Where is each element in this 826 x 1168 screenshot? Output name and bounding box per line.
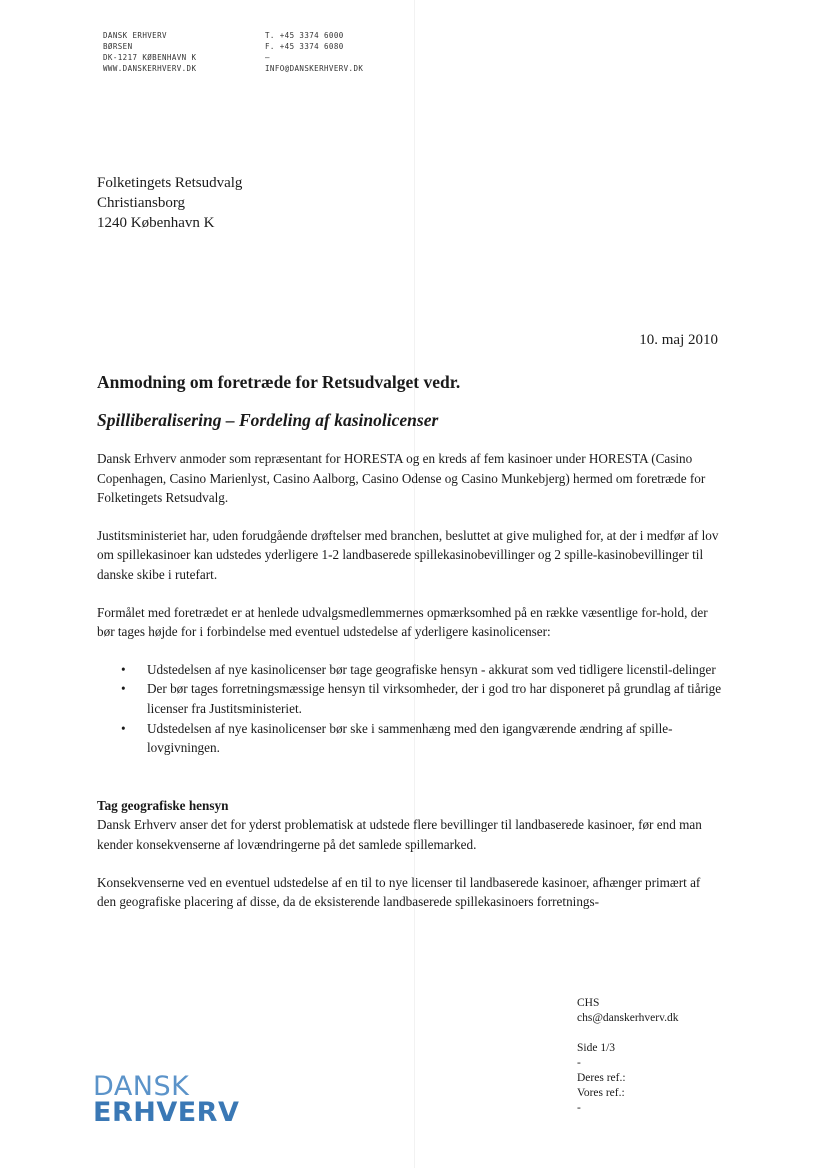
recipient-line: 1240 København K (97, 215, 215, 231)
bullet-icon: • (121, 661, 126, 677)
bullet-icon: • (121, 720, 126, 736)
logo-line-1: DANSK (93, 1071, 190, 1102)
bullet-text: Der bør tages forretningsmæssige hensyn til virksomheder, der i god tro har disponeret på grundlag af tiårige licenser fra Justitsministeriet. (147, 681, 722, 716)
sender-address-line: DANSK ERHVERV (103, 31, 167, 40)
bullet-list (97, 660, 722, 758)
sender-fax: F. +45 3374 6080 (265, 42, 344, 51)
logo-line-2: ERHVERV (93, 1097, 240, 1128)
body-paragraph: Formålet med foretrædet er at henlede udvalgsmedlemmernes opmærksomhed på en række væsentlige for-hold, der bør tages højde for i forbindelse med eventuel udstedelse af yderligere kasinolicenser: (97, 604, 708, 640)
letter-subheading: Spilliberalisering – Fordeling af kasinolicenser (97, 410, 439, 430)
page-number: Side 1/3 (577, 1042, 616, 1054)
bullet-text: Udstedelsen af nye kasinolicenser bør tage geografiske hensyn - akkurat som ved tidligere licenstil-delinger (147, 661, 716, 677)
sender-dash: – (265, 53, 270, 62)
deres-ref: Deres ref.: (577, 1072, 626, 1084)
sender-address-line: WWW.DANSKERHVERV.DK (103, 64, 197, 73)
letter-date: 10. maj 2010 (639, 332, 718, 348)
sender-email: INFO@DANSKERHVERV.DK (265, 64, 364, 73)
sender-phone: T. +45 3374 6000 (265, 31, 344, 40)
letter-heading: Anmodning om foretræde for Retsudvalget vedr. (97, 372, 461, 392)
footer-dash: - (577, 1102, 581, 1114)
letter-body (97, 449, 722, 930)
sender-address (103, 30, 196, 74)
bullet-item (121, 660, 722, 680)
bullet-icon: • (121, 681, 126, 697)
recipient-line: Christiansborg (97, 195, 186, 211)
sender-address-line: DK-1217 KØBENHAVN K (103, 53, 197, 62)
sender-contact (265, 30, 363, 74)
footer-dash: - (577, 1057, 581, 1069)
letter-footer (577, 996, 679, 1116)
section-title: Tag geografiske hensyn (97, 797, 229, 813)
vores-ref: Vores ref.: (577, 1087, 625, 1099)
bullet-text: Udstedelsen af nye kasinolicenser bør ske i sammenhæng med den igangværende ændring af spille-lovgivningen. (147, 720, 673, 756)
sender-address-line: BØRSEN (103, 42, 133, 51)
recipient-address (97, 173, 242, 233)
body-paragraph: Dansk Erhverv anmoder som repræsentant for HORESTA og en kreds af fem kasinoer under HORESTA (Casino Copenhagen, Casino Marienlyst, Casino Aalborg, Casino Odense og Casino Munkebjerg) hermed om foretræde for Folketingets Retsudvalg. (97, 451, 706, 506)
bullet-item (121, 719, 722, 758)
dansk-erhverv-logo (93, 1071, 240, 1128)
footer-email: chs@danskerhverv.dk (577, 1012, 679, 1024)
body-paragraph: Justitsministeriet har, uden forudgående drøftelser med branchen, besluttet at give mulighed for, at der i medfør af lov om spillekasinoer kan udstedes yderligere 1-2 landbaserede spillekasinobevillinger og 2 spille-kasinobevillinger til danske skibe i rutefart. (97, 527, 719, 582)
bullet-item (121, 679, 722, 718)
recipient-line: Folketingets Retsudvalg (97, 175, 243, 191)
section-paragraph: Dansk Erhverv anser det for yderst problematisk at udstede flere bevillinger til landbaserede kasinoer, før end man kender konsekvenserne af lovændringerne på det samlede spillemarked. (97, 817, 702, 852)
section-paragraph: Konsekvenserne ved en eventuel udstedelse af en til to nye licenser til landbaserede kasinoer, afhænger primært af den geografiske placering af disse, da de eksisterende landbaserede spillekasinoers forretnings- (97, 874, 701, 910)
footer-initials: CHS (577, 997, 600, 1009)
